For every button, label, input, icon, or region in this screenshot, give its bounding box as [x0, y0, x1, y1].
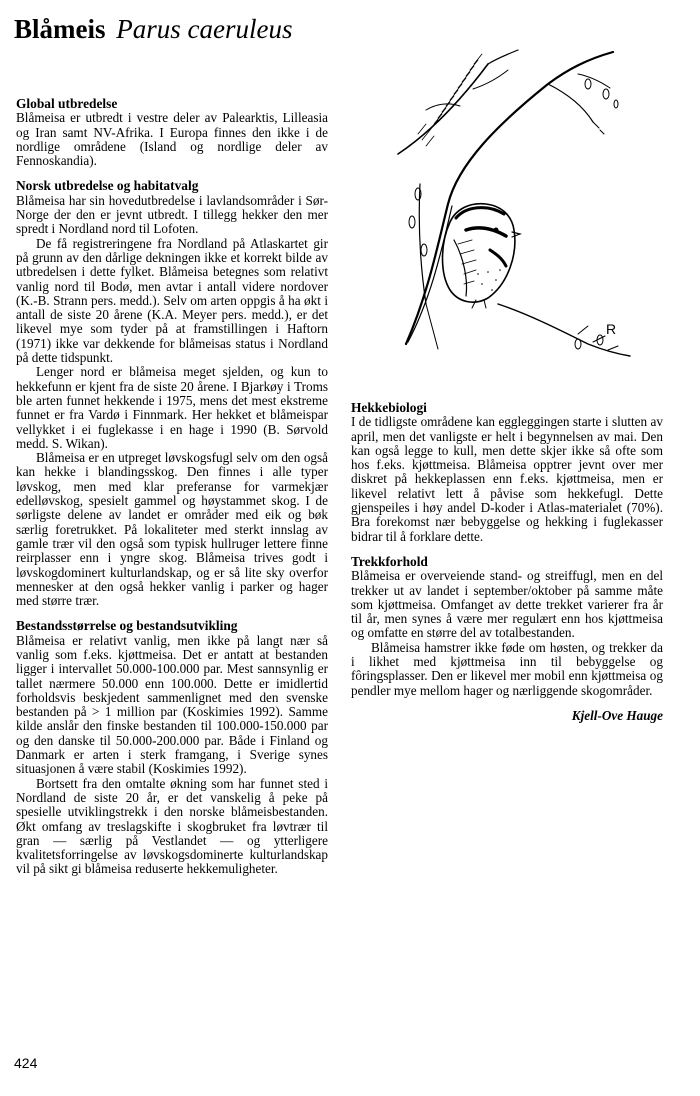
paragraph: Blåmeisa er overveiende stand- og streiffugl, men en del trekker ut av landet i september/oktober på samme måte som kjøttmeisa. Omfanget av dette trekket varierer fra år til år, men synes å være mer regulært enn hos kjøttmeisa og omfatte en større del av totalbestanden. [351, 568, 663, 641]
paragraph: Blåmeisa hamstrer ikke føde om høsten, og trekker da i likhet med kjøttmeisa inn til bebyggelse og fôringsplasser. Den er likevel mer mobil enn kjøttmeisa og pendler mye mellom hager og nærliggende skogområder. [351, 639, 663, 698]
paragraph: De få registreringene fra Nordland på Atlaskartet gir på grunn av den dårlige dekningen ikke et korrekt bilde av utbredelsen i dette fylket. Blåmeisa betegnes som relativt vanlig nord til Bodø, men avtar i antall videre nordover (K.-B. Strann pers. medd.). Selv om arten oppgis å ha økt i antall de siste 20 årene (K.A. Meyer pers. medd.), er det likevel mye som tyder på at framstillingen i Haftorn (1971) ikke var dekkende for blåmeisas status i Nordland på dette tidspunkt. [16, 235, 328, 366]
section-heading: Norsk utbredelse og habitatvalg [16, 178, 199, 194]
right-column [351, 401, 663, 723]
section-heading: Trekkforhold [351, 553, 428, 569]
paragraph: Blåmeisa er utbredt i vestre deler av Palearktis, Lilleasia og Iran samt NV-Afrika. I Europa finnes den ikke i de nordlige områdene (Island og nordlige deler av Fennoskandia). [16, 110, 328, 169]
page-number: 424 [14, 1055, 38, 1071]
species-title [14, 12, 292, 46]
paragraph: Blåmeisa er relativt vanlig, men ikke på langt nær så vanlig som f.eks. kjøttmeisa. Det er antatt at bestanden ligger i intervallet 50.000-100.000 par. Mest sannsynlig er tallet nærmere 50.000 enn 100.000. Dette er imidlertid forholdsvis beskjedent sammenlignet med den svenske bestanden på > 1 million par (Koskimies 1992). Samme kilde anslår den finske bestanden til 100.000-150.000 par og den danske til 50.000-200.000 par. Både i Finland og Danmark er arten i sterk framgang, i Sverige synes situasjonen å være stabil (Koskimies 1992). [16, 632, 328, 777]
author-name: Kjell-Ove Hauge [571, 707, 663, 723]
paragraph: Blåmeisa har sin hovedutbredelse i lavlandsområder i Sør-Norge der den er jevnt utbredt. I tillegg hekker den mer spredt i Nordland nord til Lofoten. [16, 192, 328, 237]
paragraph: Lenger nord er blåmeisa meget sjelden, og kun to hekkefunn er kjent fra de siste 20 årene. I Bjarkøy i Troms ble arten funnet hekkende i 1975, mens det mest ekstreme funnet er fra Vardø i Finnmark. Her hekket et blåmeispar vellykket i ei fuglekasse i en hage i 1990 (B. Sørvold medd. S. Wikan). [16, 364, 328, 451]
section-heading: Bestandsstørrelse og bestandsutvikling [16, 618, 238, 634]
section-heading: Hekkebiologi [351, 400, 427, 415]
section-global [16, 97, 328, 168]
left-column [16, 97, 328, 888]
section-hekke [351, 401, 663, 544]
section-norsk [16, 179, 328, 608]
illustrator-signature: R [606, 321, 617, 337]
paragraph: I de tidligste områdene kan eggleggingen starte i slutten av april, men det vanligste er helt i begynnelsen av mai. Den kan også legge to kull, men dette skjer ikke så ofte som hos f.eks. kjøttmeisa. Blåmeisa opptrer jevnt over mer diskret på hekkeplassen enn f.eks. kjøttmeisa, men er likevel relativt lett å påvise som hekkefugl. Dette gjenspeiles i høy andel D-koder i Atlas-materialet (70%). Bra forekomst nær bebyggelse og hekking i fuglekasser bidrar til å forklare dette. [351, 414, 663, 544]
latin-name: Parus caeruleus [116, 14, 293, 44]
section-trekk [351, 555, 663, 698]
blue-tit-illustration [378, 44, 640, 362]
paragraph: Bortsett fra den omtalte økning som har funnet sted i Nordland de siste 20 år, er det vanskelig å peke på spesielle utviklingstrekk i den norske blåmeisbestanden. Økt omfang av treslagskifte i skogbruket fra løvtrær til gran — særlig på Vestlandet — og ytterligere kvalitetsforringelse av løvskogsdominerte kulturlandskap vil på sikt gi blåmeisa reduserte hekkemuligheter. [16, 775, 328, 877]
section-bestand [16, 619, 328, 876]
paragraph: Blåmeisa er en utpreget løvskogsfugl selv om den også kan hekke i blandingsskog. Den finnes i alle typer løvskog, men med klar preferanse for varmekjær edelløvskog, spesielt gammel og høystammet skog. I de sørligste delene av landet er områder med eik og bøk særlig foretrukket. På lokaliteter med sterkt innslag av gamle trær vil den også som typisk hullruger lettere finne reirplasser enn i yngre skog. Blåmeisa trives godt i løvskogdominert kulturlandskap, og er så lite sky overfor mennesker at den også hekker vanlig i parker og hager med større trær. [16, 450, 328, 609]
section-heading: Global utbredelse [16, 96, 118, 111]
common-name: Blåmeis [14, 14, 106, 44]
